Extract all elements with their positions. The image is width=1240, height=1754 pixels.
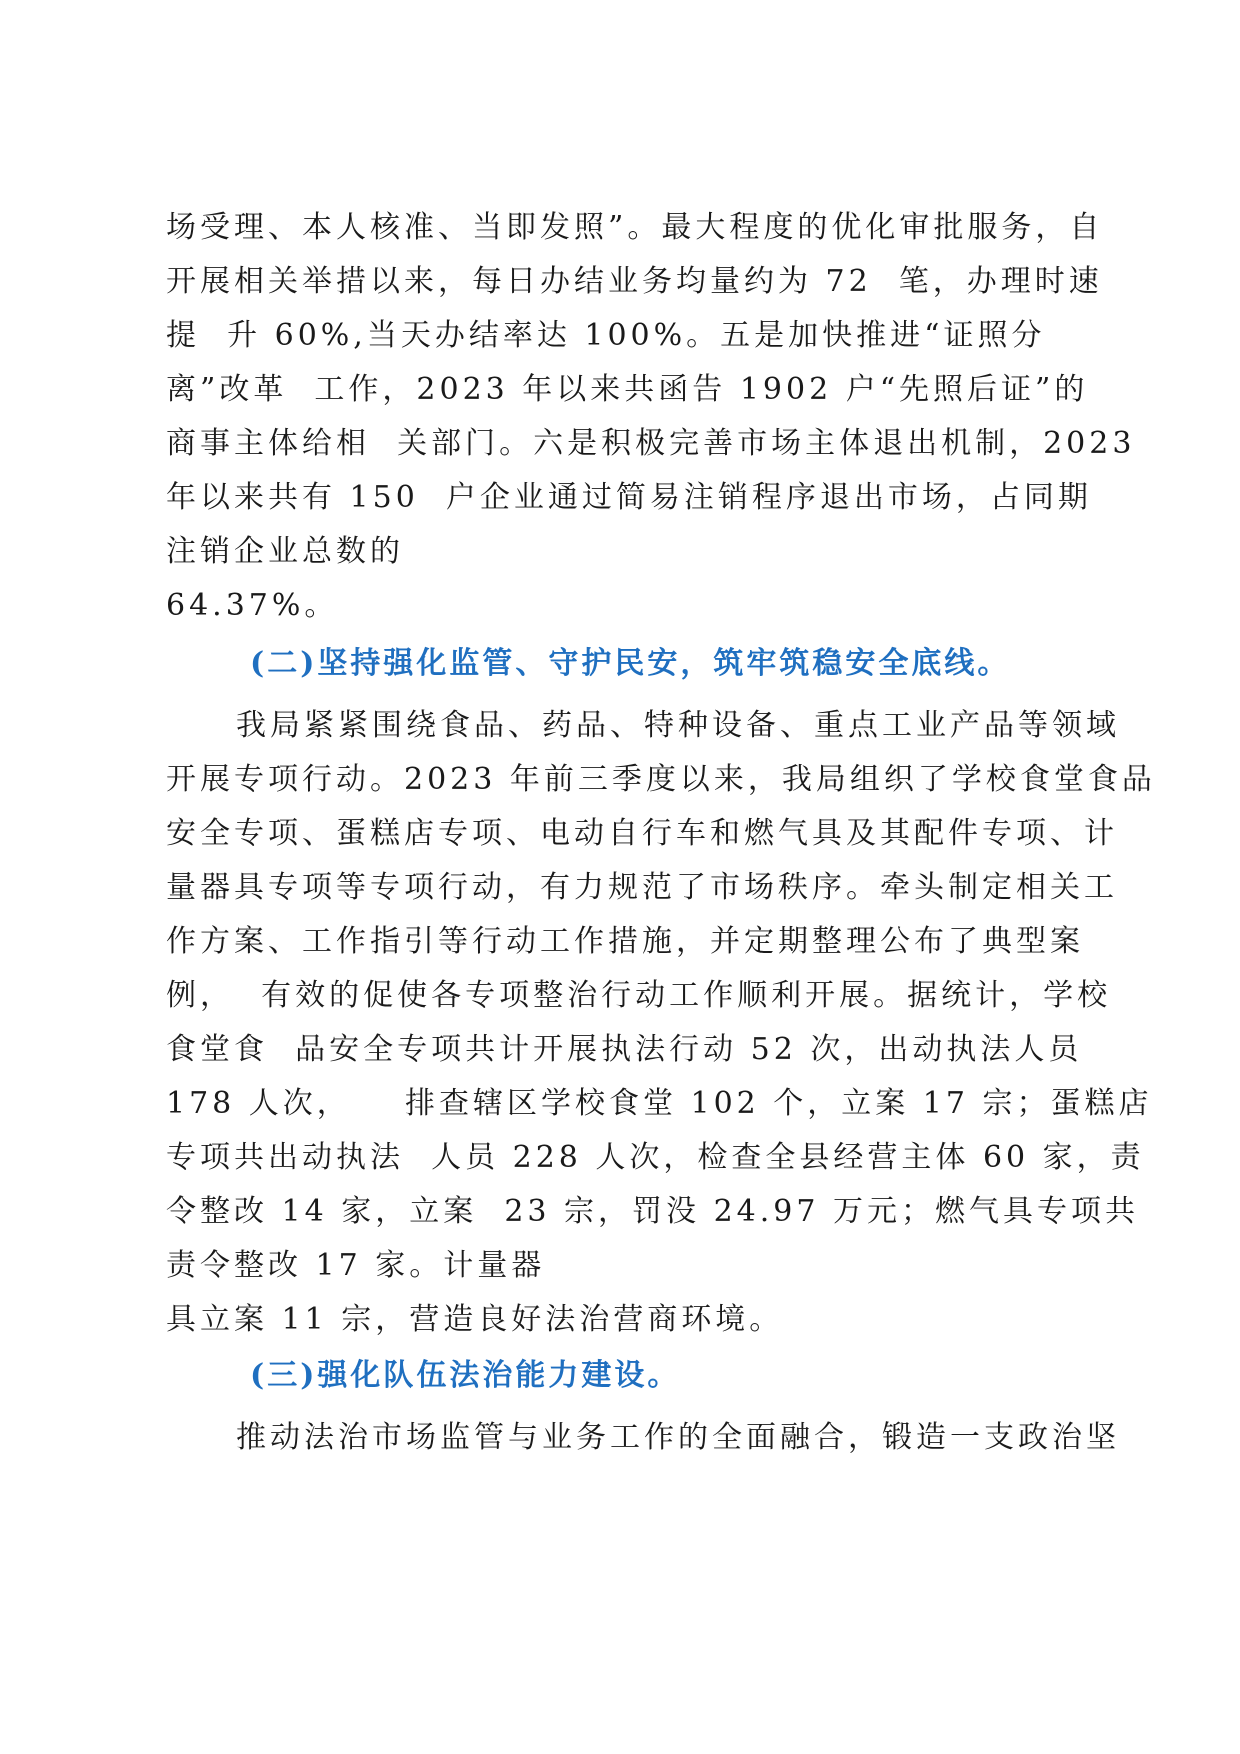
- paragraph-line: 专项共出动执法 人员 228 人次，检查全县经营主体 60 家，责: [166, 1140, 1145, 1175]
- paragraph-line: 我局紧紧围绕食品、药品、特种设备、重点工业产品等领域: [236, 708, 1120, 743]
- paragraph-line: 场受理、本人核准、当即发照”。最大程度的优化审批服务，自: [166, 210, 1104, 245]
- paragraph-line: 食堂食 品安全专项共计开展执法行动 52 次，出动执法人员: [166, 1032, 1083, 1067]
- paragraph-line: 责令整改 17 家。计量器: [166, 1248, 546, 1283]
- paragraph-line: 令整改 14 家，立案 23 宗，罚没 24.97 万元；燃气具专项共: [166, 1194, 1139, 1229]
- section-heading: (二)坚持强化监管、守护民安，筑牢筑稳安全底线。: [250, 646, 1011, 681]
- paragraph-line: 提 升 60%,当天办结率达 100%。五是加快推进“证照分: [166, 318, 1046, 353]
- paragraph-line: 具立案 11 宗，营造良好法治营商环境。: [166, 1302, 784, 1337]
- paragraph-line: 量器具专项等专项行动，有力规范了市场秩序。牵头制定相关工: [166, 870, 1118, 905]
- paragraph-line: 64.37%。: [166, 588, 339, 623]
- paragraph-line: 开展相关举措以来，每日办结业务均量约为 72 笔，办理时速: [166, 264, 1103, 299]
- paragraph-line: 商事主体给相 关部门。六是积极完善市场主体退出机制，2023: [166, 426, 1136, 461]
- paragraph-line: 178 人次， 排查辖区学校食堂 102 个，立案 17 宗；蛋糕店: [166, 1086, 1153, 1121]
- paragraph-line: 推动法治市场监管与业务工作的全面融合，锻造一支政治坚: [236, 1420, 1120, 1455]
- paragraph-line: 作方案、工作指引等行动工作措施，并定期整理公布了典型案: [166, 924, 1084, 959]
- paragraph-line: 离”改革 工作，2023 年以来共函告 1902 户“先照后证”的: [166, 372, 1089, 407]
- paragraph-line: 安全专项、蛋糕店专项、电动自行车和燃气具及其配件专项、计: [166, 816, 1118, 851]
- section-heading: (三)强化队伍法治能力建设。: [250, 1358, 681, 1393]
- paragraph-line: 注销企业总数的: [166, 534, 404, 569]
- paragraph-line: 开展专项行动。2023 年前三季度以来，我局组织了学校食堂食品: [166, 762, 1156, 797]
- paragraph-line: 例， 有效的促使各专项整治行动工作顺利开展。据统计，学校: [166, 978, 1112, 1013]
- paragraph-line: 年以来共有 150 户企业通过简易注销程序退出市场，占同期: [166, 480, 1092, 515]
